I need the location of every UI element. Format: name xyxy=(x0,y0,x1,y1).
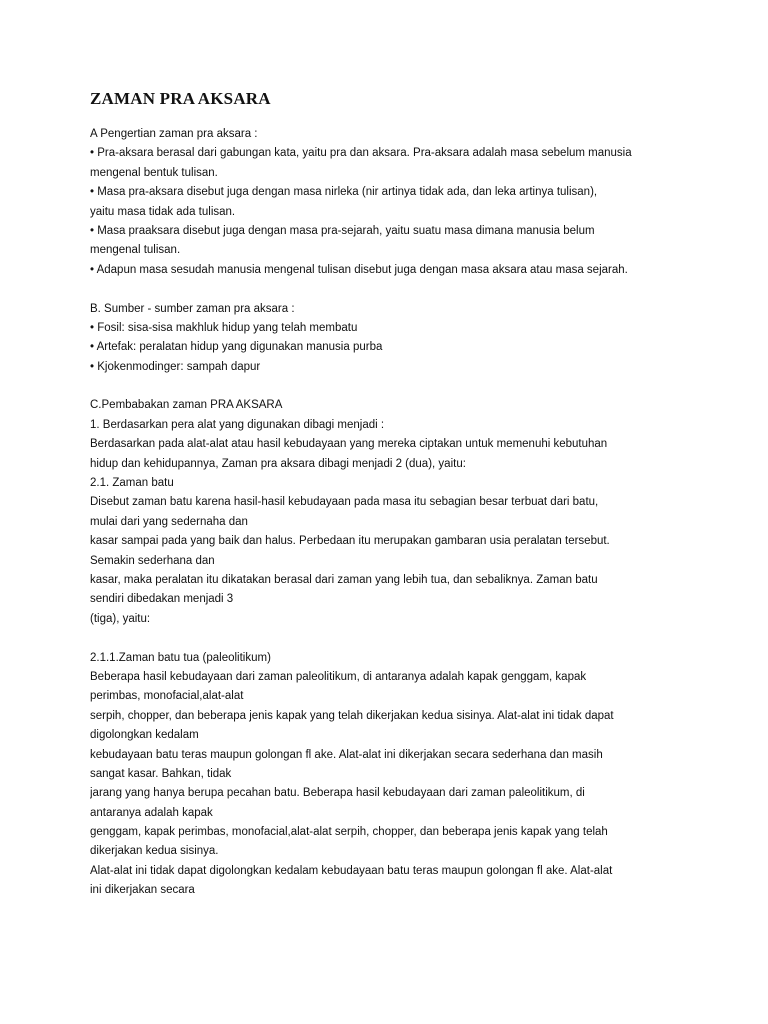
text-line: Beberapa hasil kebudayaan dari zaman paleolitikum, di antaranya adalah kapak genggam, kapak xyxy=(90,670,587,683)
text-line: digolongkan kedalam xyxy=(90,729,199,742)
text-line: Alat-alat ini tidak dapat digolongkan kedalam kebudayaan batu teras maupun golongan fl ake. Alat-alat xyxy=(90,864,613,877)
text-line: Semakin sederhana dan xyxy=(90,554,215,567)
text-line: kebudayaan batu teras maupun golongan fl ake. Alat-alat ini dikerjakan secara sederhana dan masih xyxy=(90,748,603,761)
text-line: perimbas, monofacial,alat-alat xyxy=(90,690,244,703)
text-line: A Pengertian zaman pra aksara : xyxy=(90,128,258,140)
text-line: 2.1.1.Zaman batu tua (paleolitikum) xyxy=(90,651,271,664)
text-line: B. Sumber - sumber zaman pra aksara : xyxy=(90,302,295,315)
paragraph-gap xyxy=(90,629,690,648)
text-line: ini dikerjakan secara xyxy=(90,884,195,897)
text-line: mengenal tulisan. xyxy=(90,244,181,257)
text-line: Disebut zaman batu karena hasil-hasil kebudayaan pada masa itu sebagian besar terbuat dari batu, xyxy=(90,496,599,509)
text-line: • Pra-aksara berasal dari gabungan kata, yaitu pra dan aksara. Pra-aksara adalah masa sebelum manusia xyxy=(90,147,632,160)
text-line: sangat kasar. Bahkan, tidak xyxy=(90,767,232,780)
text-line: jarang yang hanya berupa pecahan batu. Beberapa hasil kebudayaan dari zaman paleolitikum, di xyxy=(90,787,585,800)
document-title: ZAMAN PRA AKSARA xyxy=(90,89,271,108)
text-line: yaitu masa tidak ada tulisan. xyxy=(90,205,236,218)
paragraph-gap xyxy=(90,377,690,396)
text-line: sendiri dibedakan menjadi 3 xyxy=(90,593,234,606)
text-line: mengenal bentuk tulisan. xyxy=(90,166,218,179)
text-line: (tiga), yaitu: xyxy=(90,612,151,625)
text-line: dikerjakan kedua sisinya. xyxy=(90,845,219,858)
paragraph-gap xyxy=(90,280,690,299)
document-body xyxy=(90,125,690,901)
text-line: antaranya adalah kapak xyxy=(90,806,213,819)
text-line: 1. Berdasarkan pera alat yang digunakan dibagi menjadi : xyxy=(90,418,385,431)
text-line: kasar sampai pada yang baik dan halus. Perbedaan itu merupakan gambaran usia peralatan tersebut. xyxy=(90,535,610,548)
text-line: Berdasarkan pada alat-alat atau hasil kebudayaan yang mereka ciptakan untuk memenuhi kebutuhan xyxy=(90,438,608,451)
text-line: • Fosil: sisa-sisa makhluk hidup yang telah membatu xyxy=(90,321,358,334)
text-line: kasar, maka peralatan itu dikatakan berasal dari zaman yang lebih tua, dan sebaliknya. Zaman batu xyxy=(90,573,598,586)
text-line: genggam, kapak perimbas, monofacial,alat-alat serpih, chopper, dan beberapa jenis kapak yang telah xyxy=(90,826,608,839)
text-line: • Artefak: peralatan hidup yang digunakan manusia purba xyxy=(90,341,383,354)
text-line: • Masa pra-aksara disebut juga dengan masa nirleka (nir artinya tidak ada, dan leka artinya tulisan), xyxy=(90,186,598,199)
text-line: serpih, chopper, dan beberapa jenis kapak yang telah dikerjakan kedua sisinya. Alat-alat ini tidak dapat xyxy=(90,709,614,722)
text-line: • Masa praaksara disebut juga dengan masa pra-sejarah, yaitu suatu masa dimana manusia belum xyxy=(90,224,595,237)
text-line: • Adapun masa sesudah manusia mengenal tulisan disebut juga dengan masa aksara atau masa sejarah. xyxy=(90,263,628,276)
text-line: hidup dan kehidupannya, Zaman pra aksara dibagi menjadi 2 (dua), yaitu: xyxy=(90,457,466,470)
text-line: mulai dari yang sedernaha dan xyxy=(90,515,248,528)
text-line: C.Pembabakan zaman PRA AKSARA xyxy=(90,399,283,412)
text-line: • Kjokenmodinger: sampah dapur xyxy=(90,360,261,373)
text-line: 2.1. Zaman batu xyxy=(90,477,174,490)
